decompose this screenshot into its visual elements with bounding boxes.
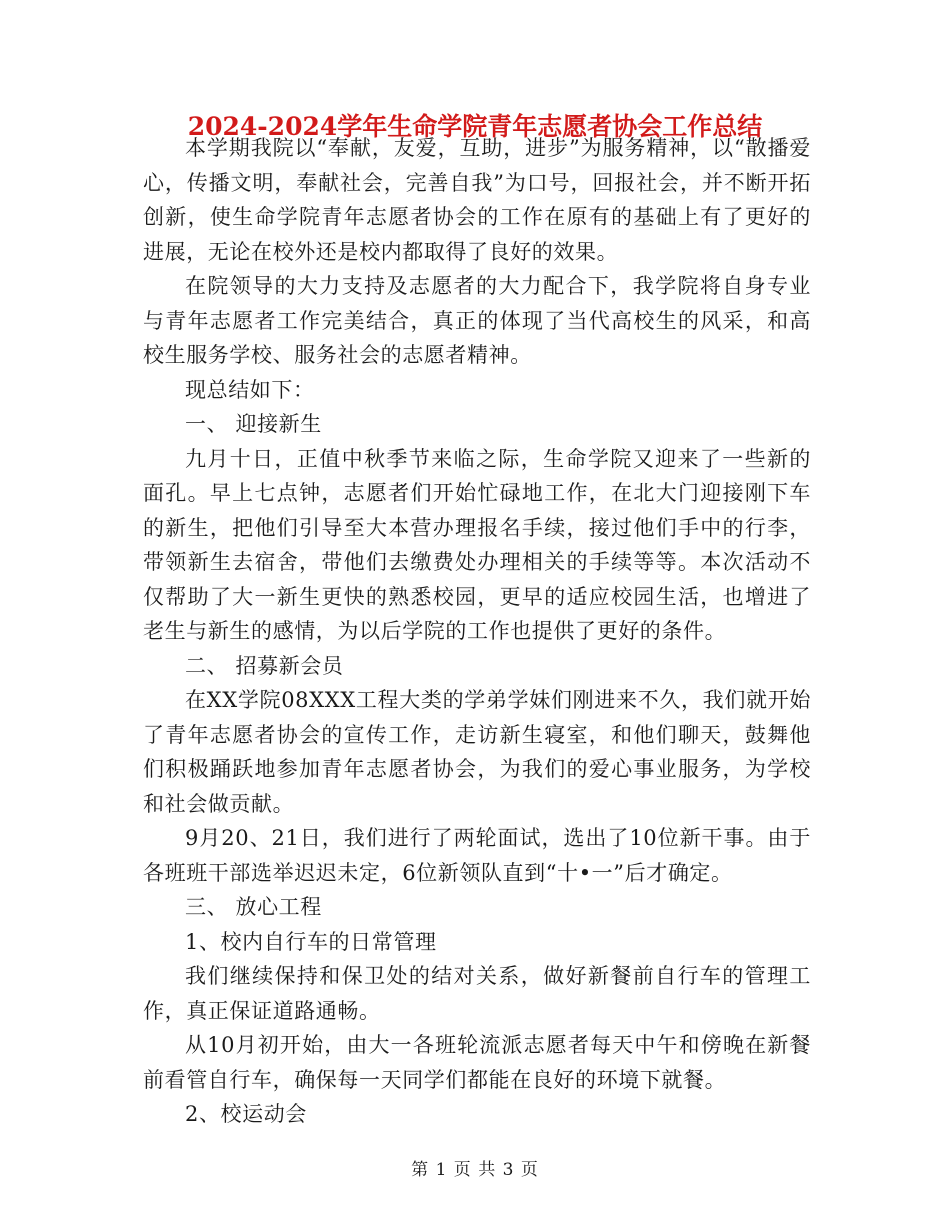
paragraph-bike-2: 从10月初开始，由大一各班轮流派志愿者每天中午和傍晚在新餐前看管自行车，确保每一天同学们都能在良好的环境下就餐。 — [143, 1033, 811, 1092]
section-heading-1: 一、 迎接新生 — [185, 412, 322, 436]
section-heading-2: 二、 招募新会员 — [185, 653, 344, 678]
paragraph-intro: 本学期我院以“奉献，友爱，互助，进步”为服务精神，以“散播爱心，传播文明，奉献社会，完善自我”为口号，回报社会，并不断开拓创新，使生命学院青年志愿者协会的工作在原有的基础上有了更好的进展，无论在校外还是校内都取得了良好的效果。 — [143, 136, 811, 264]
paragraph-support: 在院领导的大力支持及志愿者的大力配合下，我学院将自身专业与青年志愿者工作完美结合，真正的体现了当代高校生的风采，和高校生服务学校、服务社会的志愿者精神。 — [143, 274, 811, 367]
subsection-heading-2: 2、校运动会 — [185, 1102, 307, 1126]
subsection-heading-1: 1、校内自行车的日常管理 — [185, 929, 437, 954]
page-footer: 第 1 页 共 3 页 — [411, 1160, 539, 1180]
paragraph-bike-1: 我们继续保持和保卫处的结对关系，做好新餐前自行车的管理工作，真正保证道路通畅。 — [143, 964, 811, 1023]
section-heading-3: 三、 放心工程 — [185, 895, 322, 919]
paragraph-recruit: 在XX学院08XXX工程大类的学弟学妹们刚进来不久，我们就开始了青年志愿者协会的宣传工作，走访新生寝室，和他们聊天，鼓舞他们积极踊跃地参加青年志愿者协会，为我们的爱心事业服务，为学校和社会做贡献。 — [143, 688, 811, 816]
summary-lead: 现总结如下： — [185, 377, 315, 402]
paragraph-welcome: 九月十日，正值中秋季节来临之际，生命学院又迎来了一些新的面孔。早上七点钟，志愿者们开始忙碌地工作，在北大门迎接刚下车的新生，把他们引导至大本营办理报名手续，接过他们手中的行李，带领新生去宿舍，带他们去缴费处办理相关的手续等等。本次活动不仅帮助了大一新生更快的熟悉校园，更早的适应校园生活，也增进了老生与新生的感情，为以后学院的工作也提供了更好的条件。 — [143, 446, 811, 643]
paragraph-interview: 9月20、21日，我们进行了两轮面试，选出了10位新干事。由于各班班干部选举迟迟未定，6位新领队直到“十•一”后才确定。 — [143, 826, 811, 885]
document-body — [143, 131, 811, 1132]
document-title: 2024-2024学年生命学院青年志愿者协会工作总结 — [187, 112, 763, 141]
